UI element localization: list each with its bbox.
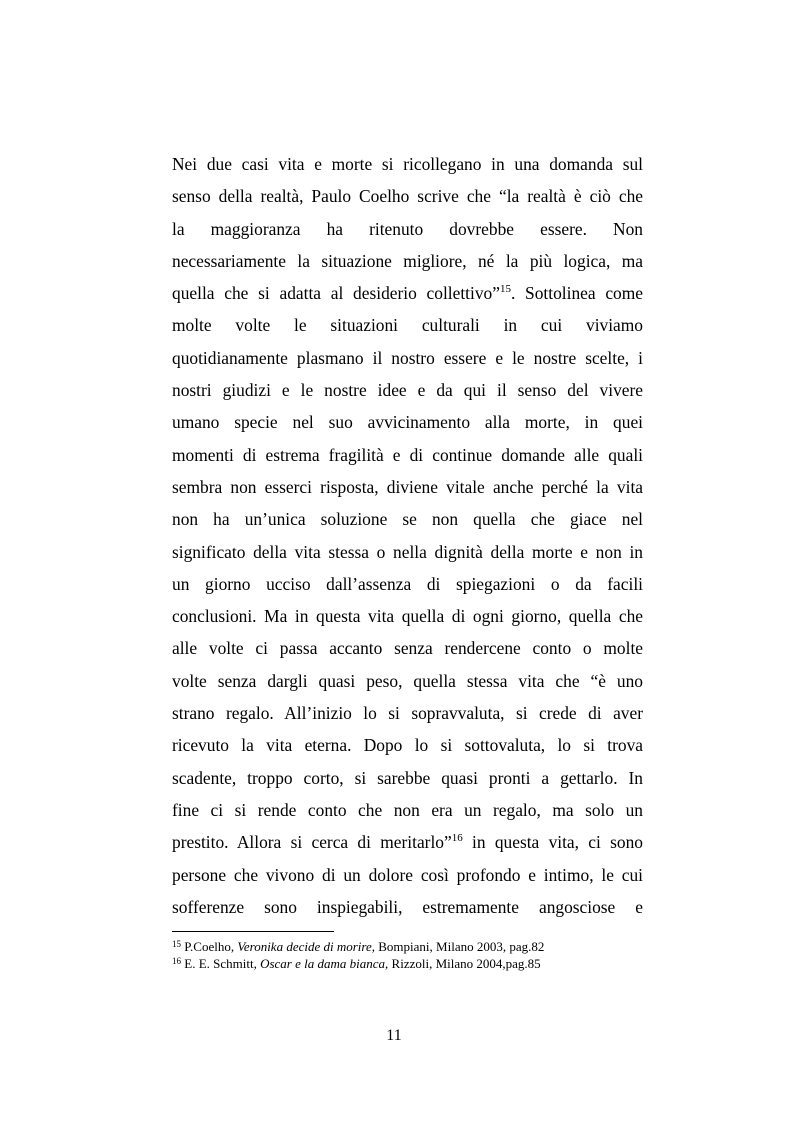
text-segment: quella che si adatta al desiderio collettivo” xyxy=(172,283,500,304)
text-line: fine ci si rende conto che non era un regalo, ma solo un xyxy=(172,799,643,820)
text-line: volte senza dargli quasi peso, quella stessa vita che “è uno xyxy=(172,670,643,691)
text-line: nostri giudizi e le nostre idee e da qui il senso del vivere xyxy=(172,380,643,401)
footnote-16 xyxy=(172,955,643,972)
footnote-number: 15 xyxy=(172,939,181,949)
text-line: la maggioranza ha ritenuto dovrebbe essere. Non xyxy=(172,218,643,239)
footnote-title: Veronika decide di morire, xyxy=(237,939,376,954)
text-line: senso della realtà, Paulo Coelho scrive che “la realtà è ciò che xyxy=(172,186,643,207)
footnote-text: P.Coelho, xyxy=(181,939,238,954)
text-line xyxy=(172,826,643,858)
footnote-ref-16: 16 xyxy=(451,832,463,845)
footnote-15 xyxy=(172,938,643,955)
text-line: quotidianamente plasmano il nostro essere e le nostre scelte, i xyxy=(172,347,643,368)
text-line: un giorno ucciso dall’assenza di spiegazioni o da facili xyxy=(172,573,643,594)
footnote-text: Bompiani, Milano 2003, pag.82 xyxy=(375,939,545,954)
text-line: sembra non esserci risposta, diviene vitale anche perché la vita xyxy=(172,476,643,497)
text-line: momenti di estrema fragilità e di continue domande alle quali xyxy=(172,444,643,465)
text-segment: in questa vita, ci sono xyxy=(462,832,643,853)
text-line: umano specie nel suo avvicinamento alla morte, in quei xyxy=(172,412,643,433)
text-line: molte volte le situazioni culturali in cui viviamo xyxy=(172,315,643,336)
text-line xyxy=(172,277,643,309)
body-text xyxy=(172,148,643,923)
footnote-text: E. E. Schmitt, xyxy=(181,956,261,971)
text-segment: . Sottolinea come xyxy=(510,283,643,304)
text-segment: prestito. Allora si cerca di meritarlo” xyxy=(172,832,452,853)
page-number: 11 xyxy=(386,1027,402,1044)
text-line: Nei due casi vita e morte si ricollegano in una domanda sul xyxy=(172,154,643,174)
text-line: alle volte ci passa accanto senza rendercene conto o molte xyxy=(172,638,643,659)
text-line: non ha un’unica soluzione se non quella che giace nel xyxy=(172,509,643,530)
footnote-divider xyxy=(172,931,334,932)
text-line: sofferenze sono inspiegabili, estremamente angosciose e xyxy=(172,896,643,917)
text-line: necessariamente la situazione migliore, né la più logica, ma xyxy=(172,250,643,271)
footnote-text: Rizzoli, Milano 2004,pag.85 xyxy=(388,956,541,971)
text-line: scadente, troppo corto, si sarebbe quasi pronti a gettarlo. In xyxy=(172,767,643,788)
footnotes xyxy=(172,938,643,972)
footnote-number: 16 xyxy=(172,956,181,966)
footnote-ref-15: 15 xyxy=(499,283,511,296)
footnote-title: Oscar e la dama bianca, xyxy=(260,956,389,971)
text-line: significato della vita stessa o nella dignità della morte e non in xyxy=(172,541,643,562)
text-line: strano regalo. All’inizio lo si sopravvaluta, si crede di aver xyxy=(172,703,643,724)
text-line: conclusioni. Ma in questa vita quella di ogni giorno, quella che xyxy=(172,606,643,627)
text-line: ricevuto la vita eterna. Dopo lo si sottovaluta, lo si trova xyxy=(172,735,643,756)
text-line: persone che vivono di un dolore così profondo e intimo, le cui xyxy=(172,864,643,885)
